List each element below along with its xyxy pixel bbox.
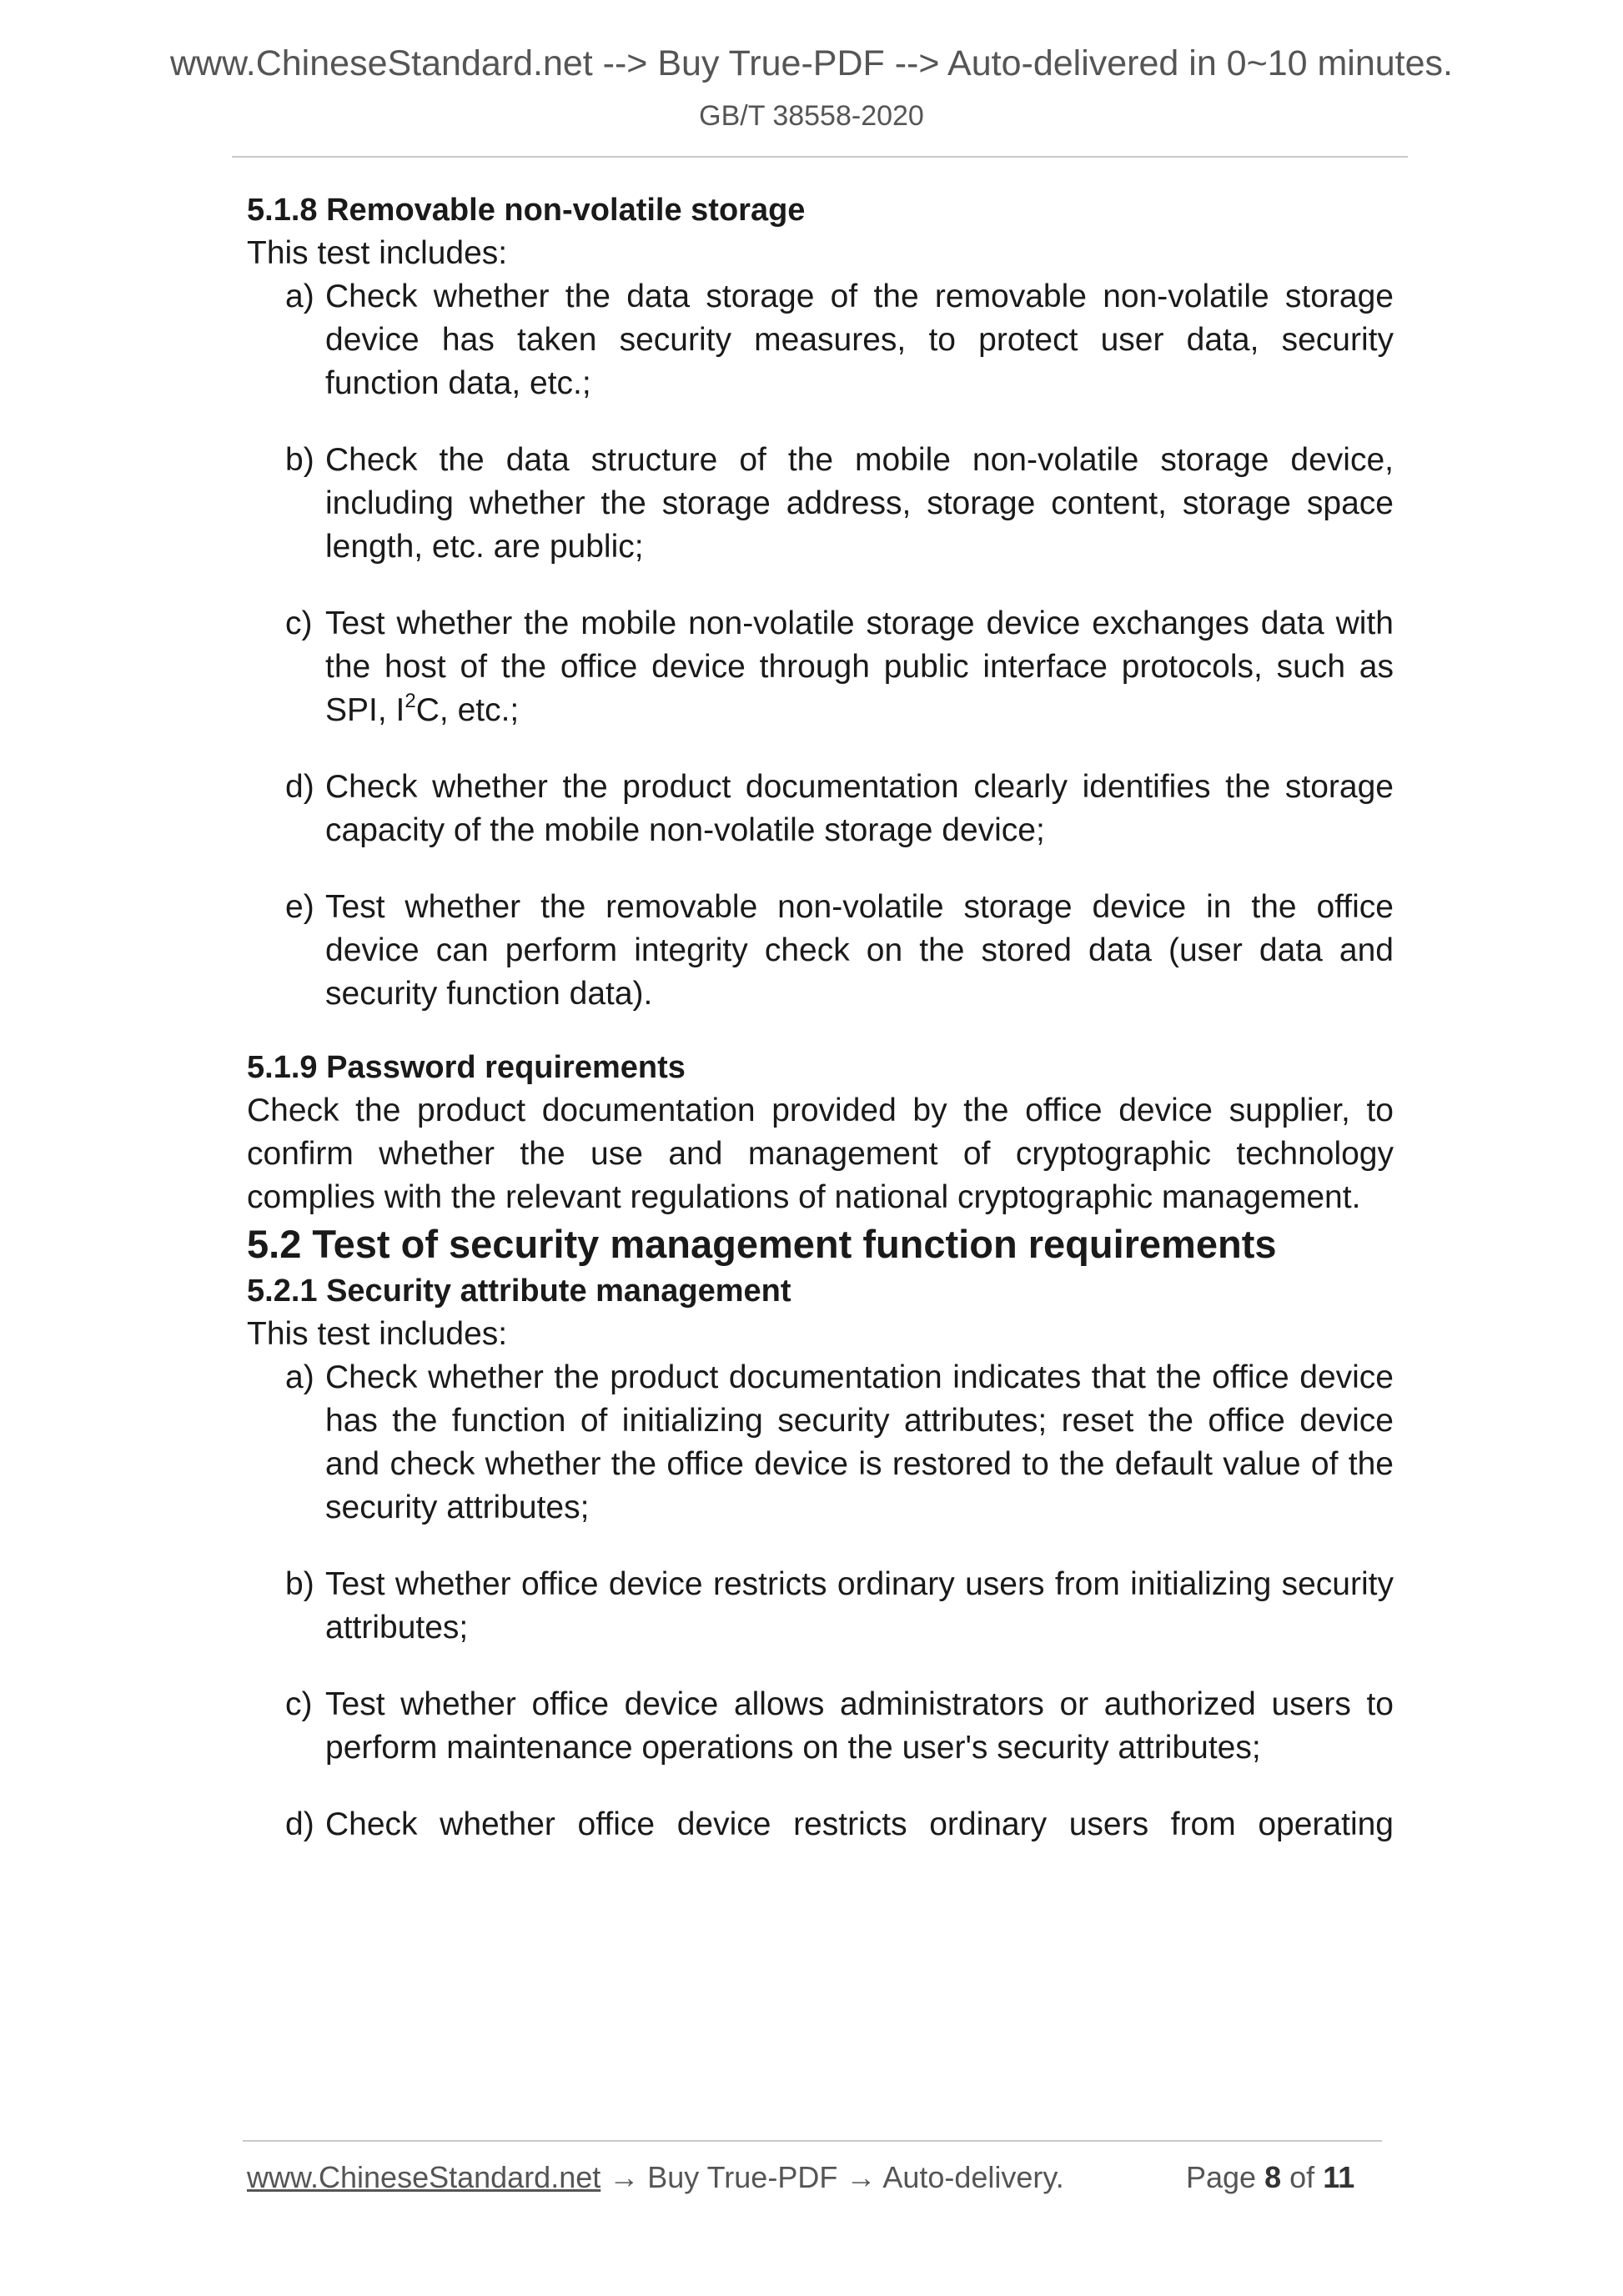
list-item-text: Check whether the data storage of the removable non-volatile storage device has taken security measures, to protect user data, security function data, etc.; <box>325 279 1394 401</box>
list-item-text: Test whether office device restricts ordinary users from initializing security attributes; <box>325 1566 1394 1645</box>
list-item-text: Check whether the product documentation clearly identifies the storage capacity of the mobile non-volatile storage device; <box>325 769 1394 848</box>
header-banner: www.ChineseStandard.net --> Buy True-PDF --> Auto-delivered in 0~10 minutes. <box>169 43 1453 83</box>
list-item-text: Check whether office device restricts ordinary users from operating <box>325 1806 1394 1842</box>
page-label: Page <box>1186 2160 1257 2194</box>
standard-id: GB/T 38558-2020 <box>699 100 924 132</box>
paragraph-5-1-9: Check the product documentation provided by the office device supplier, to confirm whether the use and management of cryptographic technology complies with the relevant regulations of national cryptographic management. <box>247 1093 1394 1215</box>
list-item-5-1-8-c <box>247 602 1394 732</box>
of-label: of <box>1289 2160 1315 2194</box>
list-marker: c) <box>285 1686 313 1722</box>
list-item-5-2-1-b <box>247 1563 1394 1650</box>
heading-5-1-9: 5.1.9 Password requirements <box>247 1050 686 1085</box>
list-marker: a) <box>285 279 314 314</box>
page-indicator <box>1186 2160 1354 2195</box>
list-item-5-1-8-a <box>247 275 1394 405</box>
list-item-text: Check the data structure of the mobile non-volatile storage device, including whether the storage address, storage content, storage space length, etc. are public; <box>325 442 1394 565</box>
superscript: 2 <box>404 690 416 712</box>
list-item-5-2-1-c <box>247 1683 1394 1770</box>
list-item-text: Check whether the product documentation indicates that the office device has the function of initializing security attributes; reset the office device and check whether the office device is restored to the default value of the security attributes; <box>325 1359 1394 1525</box>
footer-left <box>247 2160 1064 2195</box>
page-body <box>247 188 1394 1880</box>
list-item-5-2-1-a <box>247 1356 1394 1530</box>
list-marker: a) <box>285 1359 314 1395</box>
intro-text-5-1-8: This test includes: <box>247 235 508 271</box>
footer-tagline: → Buy True-PDF → Auto-delivery. <box>600 2160 1064 2194</box>
list-item-5-1-8-e <box>247 886 1394 1016</box>
page-total: 11 <box>1323 2160 1355 2194</box>
heading-5-2-1: 5.2.1 Security attribute management <box>247 1274 791 1309</box>
page-number: 8 <box>1264 2160 1282 2194</box>
footer-website-link[interactable]: www.ChineseStandard.net <box>247 2160 601 2194</box>
list-marker: b) <box>285 442 314 478</box>
list-item-text: Test whether the mobile non-volatile storage device exchanges data with the host of the office device through public interface protocols, such as SPI, I <box>325 605 1394 728</box>
list-item-text-tail: C, etc.; <box>415 692 520 728</box>
footer-divider <box>243 2140 1382 2142</box>
list-marker: d) <box>285 1806 314 1842</box>
list-item-5-1-8-d <box>247 766 1394 852</box>
list-item-5-2-1-d <box>247 1803 1394 1846</box>
list-item-text: Test whether office device allows administrators or authorized users to perform maintenance operations on the user's security attributes; <box>325 1686 1394 1766</box>
list-marker: c) <box>285 605 313 641</box>
heading-5-1-8: 5.1.8 Removable non-volatile storage <box>247 193 806 228</box>
list-marker: b) <box>285 1566 314 1602</box>
list-marker: d) <box>285 769 314 805</box>
list-marker: e) <box>285 889 314 925</box>
intro-text-5-2-1: This test includes: <box>247 1316 508 1352</box>
list-item-5-1-8-b <box>247 439 1394 569</box>
list-item-text: Test whether the removable non-volatile storage device in the office device can perform integrity check on the stored data (user data and security function data). <box>325 889 1394 1012</box>
heading-5-2: 5.2 Test of security management function requirements <box>247 1222 1277 1266</box>
header-divider <box>232 156 1408 158</box>
